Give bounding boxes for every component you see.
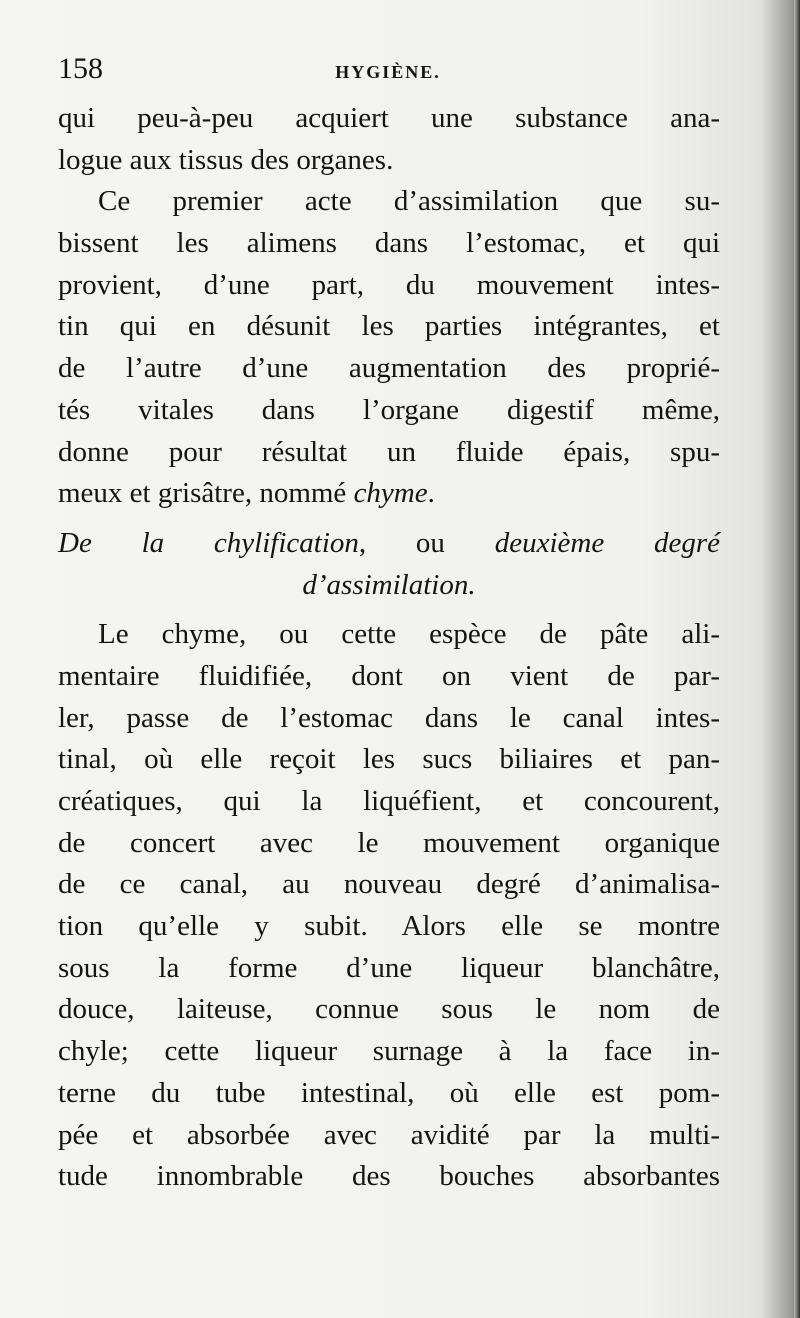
text-line: sous la forme d’une liqueur blanchâtre, bbox=[58, 951, 720, 984]
heading-run: De la chylification bbox=[58, 526, 359, 559]
text-line: de l’autre d’une augmentation des proprié- bbox=[58, 352, 720, 385]
text-line bbox=[58, 473, 720, 515]
text-line: tion qu’elle y subit. Alors elle se montre bbox=[58, 910, 720, 943]
text-line: douce, laiteuse, connue sous le nom de bbox=[58, 993, 720, 1026]
text-line: Ce premier acte d’assimilation que su- bbox=[98, 185, 720, 218]
section-heading-line-2: d’assimilation. bbox=[302, 568, 476, 601]
heading-run: deuxième degré bbox=[494, 526, 720, 559]
heading-run: , ou bbox=[358, 526, 495, 559]
text-line: tés vitales dans l’organe digestif même, bbox=[58, 393, 720, 426]
text-run: meux et grisâtre, nommé bbox=[58, 477, 354, 510]
page-body bbox=[58, 98, 720, 1198]
text-line: créatiques, qui la liquéfient, et concourent, bbox=[58, 785, 720, 817]
text-line: Le chyme, ou cette espèce de pâte ali- bbox=[98, 618, 720, 651]
page-number: 158 bbox=[58, 52, 103, 85]
text-line: tinal, où elle reçoit les sucs biliaires et pan- bbox=[58, 743, 720, 776]
text-line: donne pour résultat un fluide épais, spu- bbox=[58, 435, 720, 468]
page-edge-shadow bbox=[794, 0, 800, 1318]
text-line: bissent les alimens dans l’estomac, et qui bbox=[58, 227, 720, 260]
spacer bbox=[58, 606, 720, 614]
section-heading-line-1 bbox=[58, 523, 720, 565]
spacer bbox=[58, 515, 720, 523]
text-line: de ce canal, au nouveau degré d’animalisa- bbox=[58, 868, 720, 901]
text-line: logue aux tissus des organes. bbox=[58, 143, 394, 176]
text-line: mentaire fluidifiée, dont on vient de par- bbox=[58, 659, 720, 692]
italic-term: chyme bbox=[353, 477, 428, 510]
text-line: terne du tube intestinal, où elle est pom- bbox=[58, 1076, 720, 1109]
text-line: tin qui en désunit les parties intégrantes, et bbox=[58, 310, 720, 343]
text-line: ler, passe de l’estomac dans le canal intes- bbox=[58, 701, 720, 734]
text-line: chyle; cette liqueur surnage à la face in- bbox=[58, 1035, 720, 1068]
page-header bbox=[58, 52, 718, 92]
running-head: HYGIÈNE. bbox=[335, 62, 441, 82]
text-line: tude innombrable des bouches absorbantes bbox=[58, 1160, 720, 1193]
text-line: de concert avec le mouvement organique bbox=[58, 826, 720, 859]
text-line: provient, d’une part, du mouvement intes- bbox=[58, 268, 720, 301]
text-line: qui peu-à-peu acquiert une substance ana- bbox=[58, 102, 720, 134]
text-line: pée et absorbée avec avidité par la multi- bbox=[58, 1118, 720, 1151]
text-run: . bbox=[427, 477, 435, 510]
